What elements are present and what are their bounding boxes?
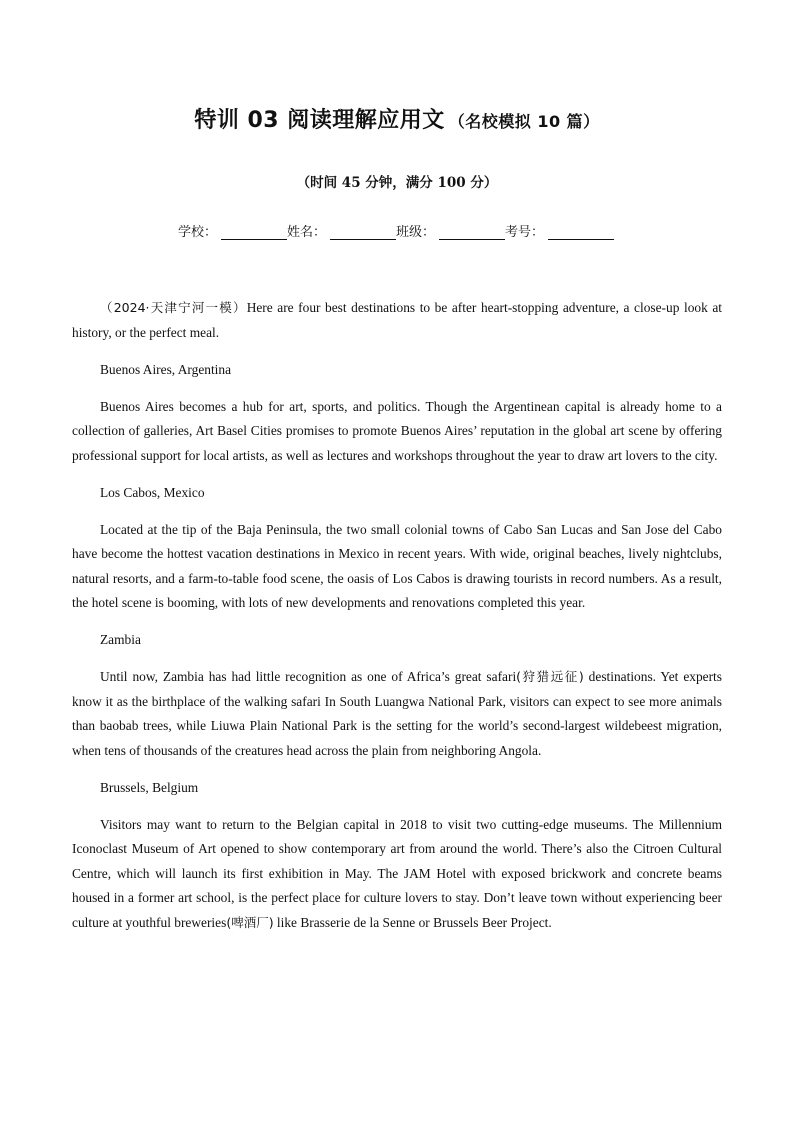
class-label: 班级： [396, 225, 436, 240]
passage-intro [72, 296, 722, 345]
exam-number-field [505, 221, 614, 240]
section-heading: Los Cabos, Mexico [100, 484, 205, 500]
name-label: 姓名： [287, 225, 327, 240]
section-heading: Buenos Aires, Argentina [100, 361, 232, 377]
title-note: （名校模拟 10 篇） [448, 112, 600, 131]
student-info-line [178, 220, 614, 240]
class-blank[interactable] [439, 225, 505, 240]
passage-source: （2024·天津宁河一模） [100, 300, 247, 315]
section-body [72, 813, 722, 936]
school-blank[interactable] [221, 225, 287, 240]
exam-time-and-score: （时间 45 分钟，满分 100 分） [296, 175, 498, 191]
school-field [178, 221, 287, 240]
school-label: 学校： [178, 225, 218, 240]
name-field [287, 221, 396, 240]
class-field [396, 221, 505, 240]
section-body-text: Until now, Zambia has had little recognition as one of Africa’s great safari [100, 669, 517, 684]
section-body-text: like Brasserie de la Senne or Brussels Beer Project. [273, 914, 552, 930]
vocab-note: (啤酒厂) [226, 914, 274, 930]
section-body [72, 665, 722, 763]
exam-number-label: 考号： [505, 225, 545, 240]
vocab-note: (狩猎远征) [516, 669, 584, 684]
section-heading: Zambia [100, 632, 141, 647]
section-body: Located at the tip of the Baja Peninsula, the two small colonial towns of Cabo San Lucas and San Jose del Cabo have become the hottest vacation destinations in Mexico in recent years. With wide, original beaches, lively nightclubs, natural resorts, and a farm-to-table food scene, the oasis of Los Cabos is drawing tourists in record numbers. As a result, the hotel scene is booming, with lots of new developments and renovations completed this year. [72, 521, 722, 610]
reading-passage [72, 296, 722, 948]
exam-number-blank[interactable] [548, 225, 614, 240]
section-body-text: destinations. Yet experts know it as the birthplace of the walking safari In South Luangwa National Park, visitors can expect to see more animals than baobab trees, while Liuwa Plain National Park is the setting for the world’s second-largest wildebeest migration, when tens of thousands of the creatures head across the plain from neighboring Angola. [72, 669, 722, 758]
section-body-text: Visitors may want to return to the Belgian capital in 2018 to visit two cutting-edge museums. The Millennium Iconoclast Museum of Art opened to show contemporary art from around the world. There’s also the Citroen Cultural Centre, which will launch its first exhibition in May. The JAM Hotel with exposed brickwork and concrete beams housed in a former art school, is the perfect place for culture lovers to stay. Don’t leave town without experiencing beer culture at youthful breweries [72, 816, 722, 930]
section-heading: Brussels, Belgium [100, 779, 199, 795]
page-title [0, 103, 794, 134]
title-main: 特训 03 阅读理解应用文 [194, 108, 445, 133]
name-blank[interactable] [330, 225, 396, 240]
section-body: Buenos Aires becomes a hub for art, sports, and politics. Though the Argentinean capital is already home to a collection of galleries, Art Basel Cities promises to promote Buenos Aires’ reputation in the global art scene by offering professional support for local artists, as well as lectures and workshops throughout the year to draw art lovers to the city. [72, 398, 722, 463]
passage-intro-text: Here are four best destinations to be after heart-stopping adventure, a close-up look at history, or the perfect meal. [72, 300, 722, 340]
